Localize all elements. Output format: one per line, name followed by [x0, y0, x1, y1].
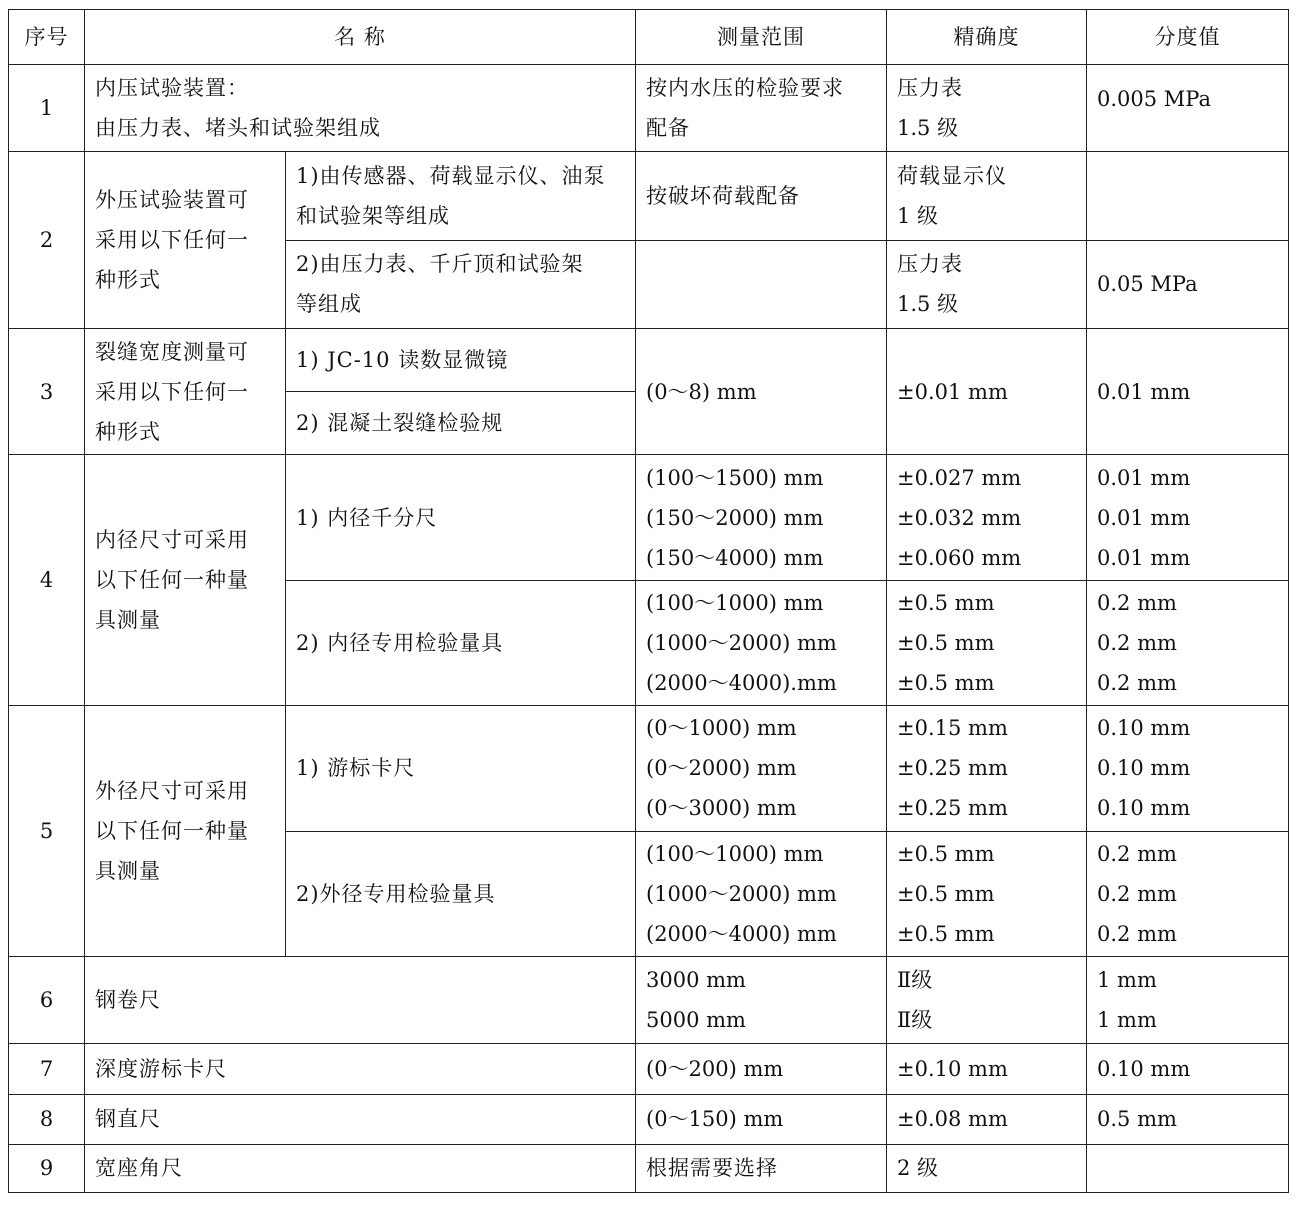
instrument-table: [8, 9, 1289, 1193]
header-range: 测量范围: [636, 10, 887, 65]
division-value: 0.10 mm: [1087, 1044, 1289, 1094]
accuracy: 2 级: [887, 1144, 1087, 1192]
instrument-name: 内压试验装置： 由压力表、堵头和试验架组成: [85, 65, 636, 152]
measuring-range: 3000 mm 5000 mm: [636, 957, 887, 1044]
measuring-range: (0～200) mm: [636, 1044, 887, 1094]
table-row: [9, 1094, 1289, 1144]
instrument-item: 2) 混凝土裂缝检验规: [286, 392, 636, 455]
instrument-item: 2)由压力表、千斤顶和试验架 等组成: [286, 240, 636, 328]
division-value: 0.005 MPa: [1087, 65, 1289, 152]
instrument-category: 内径尺寸可采用 以下任何一种量 具测量: [85, 455, 286, 706]
accuracy: ±0.15 mm ±0.25 mm ±0.25 mm: [887, 706, 1087, 831]
table-row: [9, 455, 1289, 580]
division-value: 1 mm 1 mm: [1087, 957, 1289, 1044]
instrument-item: 1) JC-10 读数显微镜: [286, 328, 636, 391]
table-row: [9, 957, 1289, 1044]
header-name: 名 称: [85, 10, 636, 65]
division-value: 0.10 mm 0.10 mm 0.10 mm: [1087, 706, 1289, 831]
measuring-range: (0～150) mm: [636, 1094, 887, 1144]
measuring-range: (100～1000) mm (1000～2000) mm (2000～4000) mm: [636, 831, 887, 956]
instrument-item: 1) 游标卡尺: [286, 706, 636, 831]
measuring-range: 按破坏荷载配备: [636, 152, 887, 240]
row-number: 5: [9, 706, 85, 957]
accuracy: ±0.01 mm: [887, 328, 1087, 454]
accuracy: Ⅱ级 Ⅱ级: [887, 957, 1087, 1044]
division-value: 0.2 mm 0.2 mm 0.2 mm: [1087, 580, 1289, 705]
instrument-category: 裂缝宽度测量可 采用以下任何一 种形式: [85, 328, 286, 454]
measuring-range: (100～1000) mm (1000～2000) mm (2000～4000).mm: [636, 580, 887, 705]
instrument-name: 钢直尺: [85, 1094, 636, 1144]
accuracy: ±0.5 mm ±0.5 mm ±0.5 mm: [887, 831, 1087, 956]
measuring-range: (0～8) mm: [636, 328, 887, 454]
division-value: 0.01 mm 0.01 mm 0.01 mm: [1087, 455, 1289, 580]
division-value: 0.01 mm: [1087, 328, 1289, 454]
measuring-range: 按内水压的检验要求 配备: [636, 65, 887, 152]
header-accuracy: 精确度: [887, 10, 1087, 65]
measuring-range: (100～1500) mm (150～2000) mm (150～4000) mm: [636, 455, 887, 580]
accuracy: 压力表 1.5 级: [887, 240, 1087, 328]
instrument-item: 1) 内径千分尺: [286, 455, 636, 580]
row-number: 3: [9, 328, 85, 454]
row-number: 6: [9, 957, 85, 1044]
accuracy: 荷载显示仪 1 级: [887, 152, 1087, 240]
instrument-item: 1)由传感器、荷载显示仪、油泵 和试验架等组成: [286, 152, 636, 240]
measuring-range: 根据需要选择: [636, 1144, 887, 1192]
header-division: 分度值: [1087, 10, 1289, 65]
row-number: 4: [9, 455, 85, 706]
table-row: [9, 706, 1289, 831]
instrument-item: 2) 内径专用检验量具: [286, 580, 636, 705]
table-row: [9, 328, 1289, 391]
measuring-range: [636, 240, 887, 328]
accuracy: ±0.5 mm ±0.5 mm ±0.5 mm: [887, 580, 1087, 705]
instrument-item: 2)外径专用检验量具: [286, 831, 636, 956]
row-number: 1: [9, 65, 85, 152]
division-value: [1087, 1144, 1289, 1192]
division-value: [1087, 152, 1289, 240]
row-number: 7: [9, 1044, 85, 1094]
instrument-name: 宽座角尺: [85, 1144, 636, 1192]
measuring-range: (0～1000) mm (0～2000) mm (0～3000) mm: [636, 706, 887, 831]
header-no: 序号: [9, 10, 85, 65]
table-row: [9, 65, 1289, 152]
instrument-category: 外径尺寸可采用 以下任何一种量 具测量: [85, 706, 286, 957]
row-number: 9: [9, 1144, 85, 1192]
instrument-category: 外压试验装置可 采用以下任何一 种形式: [85, 152, 286, 329]
accuracy: ±0.08 mm: [887, 1094, 1087, 1144]
instrument-name: 深度游标卡尺: [85, 1044, 636, 1094]
table-row: [9, 152, 1289, 240]
accuracy: ±0.10 mm: [887, 1044, 1087, 1094]
row-number: 2: [9, 152, 85, 329]
row-number: 8: [9, 1094, 85, 1144]
division-value: 0.2 mm 0.2 mm 0.2 mm: [1087, 831, 1289, 956]
table-row: [9, 1144, 1289, 1192]
accuracy: ±0.027 mm ±0.032 mm ±0.060 mm: [887, 455, 1087, 580]
division-value: 0.5 mm: [1087, 1094, 1289, 1144]
table-row: [9, 1044, 1289, 1094]
header-row: [9, 10, 1289, 65]
division-value: 0.05 MPa: [1087, 240, 1289, 328]
accuracy: 压力表 1.5 级: [887, 65, 1087, 152]
instrument-name: 钢卷尺: [85, 957, 636, 1044]
